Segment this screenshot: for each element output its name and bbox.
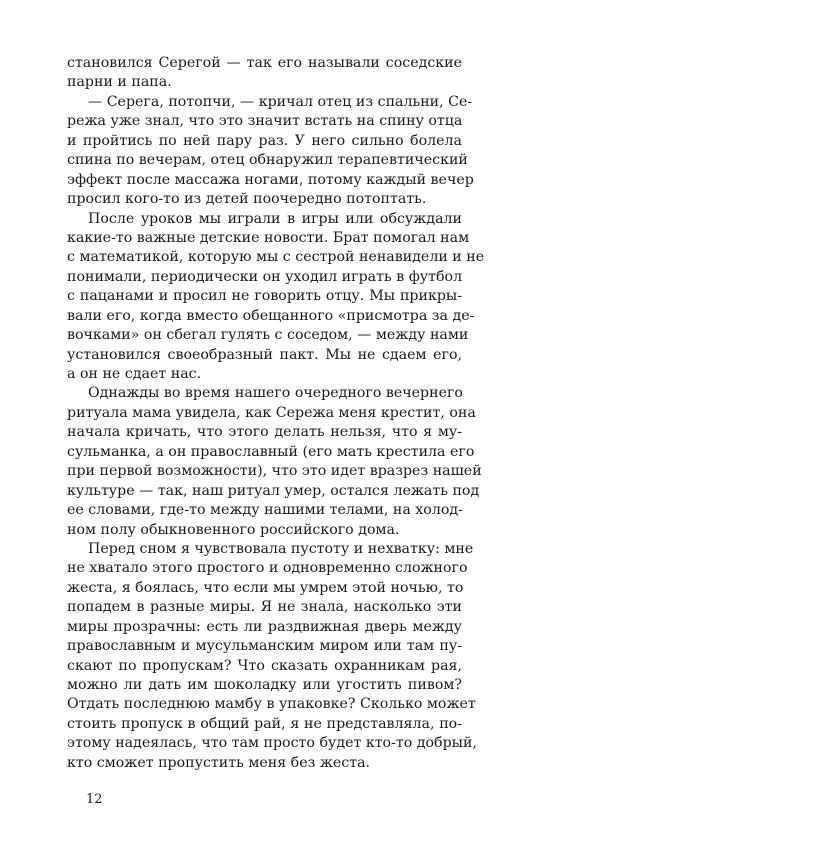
text-line: становился Серегой — так его называли соседские: [67, 55, 462, 71]
text-line: можно ли дать им шоколадку или угостить пивом?: [67, 677, 462, 693]
text-line: скают по пропускам? Что сказать охранникам рая,: [67, 657, 462, 674]
text-line: начала кричать, что этого делать нельзя, что я му-: [67, 424, 462, 441]
text-line: жеста, я боялась, что если мы умрем этой ночью, то: [67, 579, 464, 596]
text-line: православным и мусульманским миром или там пу-: [67, 638, 462, 655]
text-line: стоить пропуск в общий рай, я не представляла, по-: [67, 715, 462, 732]
text-line: сульманка, а он православный (его мать крестила его: [67, 443, 475, 460]
text-line: кто сможет пропустить меня без жеста.: [67, 754, 371, 771]
text-line: После уроков мы играли в игры или обсуждали: [88, 210, 462, 227]
text-line: понимали, периодически он уходил играть в футбол: [67, 268, 463, 285]
text-line: миры прозрачны: есть ли раздвижная дверь между: [67, 618, 462, 635]
text-line: Однажды во время нашего очередного вечернего: [88, 385, 463, 402]
text-line: при первой возможности), что это идет вразрез нашей: [67, 463, 482, 480]
text-line: Отдать последнюю мамбу в упаковке? Сколько может: [67, 696, 476, 713]
text-line: какие-то важные детские новости. Брат помогал нам: [67, 229, 470, 246]
text-line: с математикой, которую мы с сестрой ненавидели и не: [67, 249, 485, 266]
text-line: просил кого-то из детей поочередно потоптать.: [67, 191, 427, 208]
text-line: ритуала мама увидела, как Сережа меня крестит, она: [67, 404, 476, 421]
text-line: ее словами, где-то между нашими телами, на холод-: [67, 502, 463, 519]
text-line: Перед сном я чувствовала пустоту и нехватку: мне: [88, 540, 474, 557]
text-line: вали его, когда вместо обещанного «присмотра за де-: [67, 307, 475, 324]
text-line: парни и папа.: [67, 74, 172, 91]
text-line: культуре — так, наш ритуал умер, остался лежать под: [67, 482, 480, 499]
text-line: с пацанами и просил не говорить отцу. Мы прикры-: [67, 288, 462, 305]
text-line: ном полу обыкновенного российского дома.: [67, 521, 400, 538]
text-line: спина по вечерам, отец обнаружил терапевтический: [67, 152, 468, 169]
text-line: вочками» он сбегал гулять с соседом, — между нами: [67, 327, 469, 344]
text-line: — Серега, потопчи, — кричал отец из спальни, Се-: [88, 93, 473, 110]
text-line: и пройтись по ней пару раз. У него сильно болела: [67, 132, 462, 149]
page-number: 12: [86, 792, 103, 807]
text-line: установился своеобразный пакт. Мы не сдаем его,: [67, 346, 462, 363]
text-line: попадем в разные миры. Я не знала, насколько эти: [67, 599, 462, 616]
text-line: режа уже знал, что это значит встать на спину отца: [67, 113, 463, 130]
text-line: этому надеялась, что там просто будет кто-то добрый,: [67, 735, 477, 752]
text-line: эффект после массажа ногами, потому каждый вечер: [67, 171, 474, 188]
text-line: не хватало этого простого и одновременно сложного: [67, 560, 468, 577]
text-line: а он не сдает нас.: [67, 366, 202, 382]
body-text: [67, 54, 485, 773]
